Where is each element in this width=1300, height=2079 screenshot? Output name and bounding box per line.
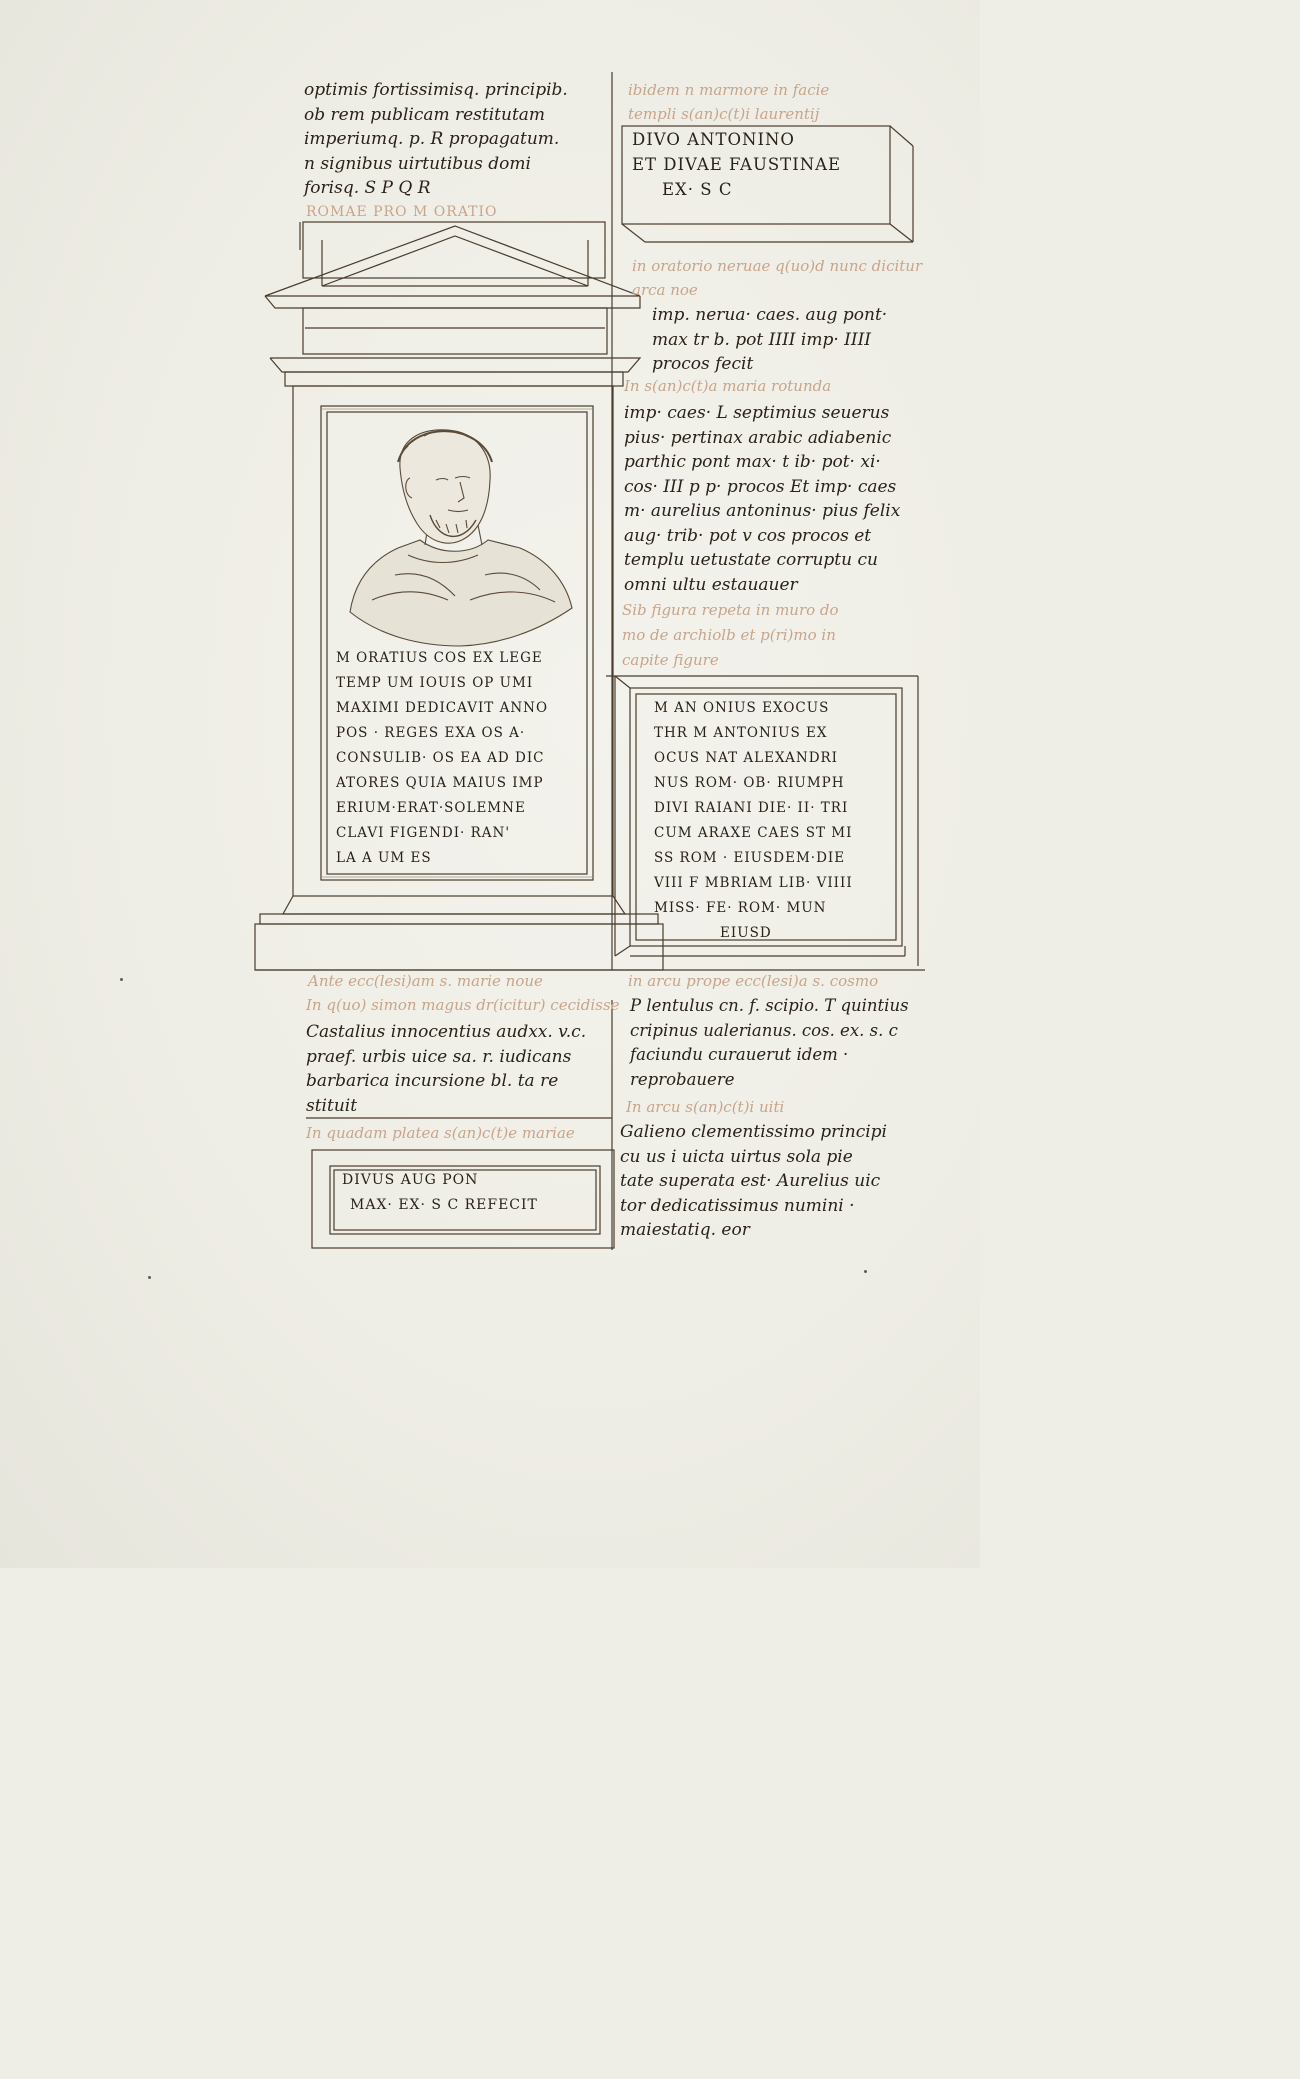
text-line: n signibus uirtutibus domi	[304, 153, 531, 174]
text-line: stituit	[306, 1095, 358, 1116]
inscription-line: TEMP UM IOUIS OP UMI	[336, 675, 534, 691]
galieno-text	[620, 1120, 887, 1243]
text-line: tate superata est· Aurelius uic	[620, 1171, 881, 1191]
text-line: cu us i uicta uirtus sola pie	[620, 1146, 853, 1167]
text-line: aug· trib· pot v cos procos et	[624, 525, 872, 546]
inscription-line: NUS ROM· OB· RIUMPH	[654, 775, 845, 791]
castalius-text	[306, 1020, 586, 1118]
rubric-ibidem	[628, 78, 829, 126]
ink-speck	[148, 1276, 151, 1279]
inscription-line: M ORATIUS COS EX LEGE	[336, 650, 543, 666]
oratius-inscription	[336, 650, 548, 875]
rubric-figura	[622, 598, 839, 673]
rubric-line: Sib figura repeta in muro do	[622, 601, 839, 619]
text-line: templu uetustate corruptu cu	[624, 550, 878, 570]
text-line: forisq. S P Q R	[304, 178, 431, 198]
inscription-line: ATORES QUIA MAIUS IMP	[336, 775, 544, 791]
text-line: procos fecit	[652, 354, 754, 374]
inscription-line: CLAVI FIGENDI· RAN'	[336, 825, 511, 841]
text-line: praef. urbis uice sa. r. iudicans	[306, 1046, 572, 1067]
rubric-ante: Ante ecc(lesi)am s. marie noue	[308, 972, 543, 990]
rubric-line: templi s(an)c(t)i laurentij	[628, 105, 820, 123]
inscription-line: DIVI RAIANI DIE· II· TRI	[654, 800, 849, 816]
ink-speck	[120, 978, 123, 981]
text-line: cripinus ualerianus. cos. ex. s. c	[630, 1020, 898, 1040]
inscription-line: ET DIVAE FAUSTINAE	[632, 155, 842, 174]
rubric-rotunda: In s(an)c(t)a maria rotunda	[624, 377, 832, 395]
rubric-line: capite figure	[622, 651, 719, 669]
severus-text	[624, 401, 900, 597]
text-line: P lentulus cn. f. scipio. T quintius	[630, 996, 909, 1015]
antonino-inscription	[632, 130, 841, 205]
inscription-line: OCUS NAT ALEXANDRI	[654, 750, 839, 766]
text-line: m· aurelius antoninus· pius felix	[624, 501, 901, 521]
text-line: faciundu curauerut idem ·	[630, 1045, 849, 1064]
rubric-line: arca noe	[632, 281, 698, 299]
inscription-line: DIVUS AUG PON	[342, 1172, 479, 1188]
rubric-line: ibidem n marmore in facie	[628, 81, 830, 99]
inscription-line: ERIUM·ERAT·SOLEMNE	[336, 800, 526, 816]
ink-speck	[864, 1270, 867, 1273]
text-line: omni ultu estauauer	[624, 574, 798, 595]
text-line: imp· caes· L septimius seuerus	[624, 403, 890, 423]
rubric-oratorio	[632, 254, 922, 302]
antonius-inscription	[654, 700, 853, 950]
rubric-simon: In q(uo) simon magus dr(icitur) cecidisse	[306, 996, 620, 1014]
inscription-line: LA A UM ES	[336, 850, 432, 866]
text-line: max tr b. pot IIII imp· IIII	[652, 329, 872, 350]
text-line: ob rem publicam restitutam	[304, 104, 546, 125]
text-line: reprobauere	[630, 1069, 735, 1089]
text-line: parthic pont max· t ib· pot· xi·	[624, 452, 881, 472]
inscription-line: MAXIMI DEDICAVIT ANNO	[336, 700, 549, 716]
inscription-line: MISS· FE· ROM· MUN	[654, 900, 827, 916]
text-line: imp. nerua· caes. aug pont·	[652, 305, 888, 325]
rubric-line: mo de archiolb et p(ri)mo in	[622, 626, 836, 644]
rubric-oratio: ROMAE PRO M ORATIO	[306, 204, 498, 220]
inscription-line: M AN ONIUS EXOCUS	[654, 700, 830, 716]
rubric-arcu-uiti: In arcu s(an)c(t)i uiti	[626, 1098, 785, 1116]
text-line: maiestatiq. eor	[620, 1220, 750, 1240]
text-line: optimis fortissimisq. principib.	[304, 80, 568, 100]
text-line: pius· pertinax arabic adiabenic	[624, 427, 892, 448]
inscription-line: EX· S C	[662, 180, 733, 199]
inscription-line: EIUSD	[720, 925, 772, 941]
inscription-line: CONSULIB· OS EA AD DIC	[336, 750, 545, 766]
text-line: Galieno clementissimo principi	[620, 1122, 887, 1142]
text-line: barbarica incursione bl. ta re	[306, 1071, 559, 1091]
text-line: tor dedicatissimus numini ·	[620, 1195, 855, 1216]
inscription-line: CUM ARAXE CAES ST MI	[654, 825, 853, 841]
text-line: cos· III p p· procos Et imp· caes	[624, 476, 897, 497]
rubric-line: in oratorio neruae q(uo)d nunc dicitur	[632, 257, 923, 275]
inscription-line: POS · REGES EXA OS A·	[336, 725, 526, 741]
nerva-text	[652, 303, 887, 377]
inscription-line: MAX· EX· S C REFECIT	[350, 1197, 538, 1213]
inscription-line: THR M ANTONIUS EX	[654, 725, 828, 741]
inscription-line: VIII F MBRIAM LIB· VIIII	[654, 875, 853, 891]
left-top-text	[304, 78, 568, 201]
divus-inscription	[342, 1172, 538, 1222]
text-line: imperiumq. p. R propagatum.	[304, 129, 560, 149]
inscription-line: DIVO ANTONINO	[632, 130, 795, 149]
lentulus-text	[630, 994, 909, 1092]
text-line: Castalius innocentius audxx. v.c.	[306, 1022, 587, 1042]
inscription-line: SS ROM · EIUSDEM·DIE	[654, 850, 846, 866]
rubric-arcu: in arcu prope ecc(lesi)a s. cosmo	[628, 972, 879, 990]
rubric-platea: In quadam platea s(an)c(t)e mariae	[306, 1124, 575, 1142]
